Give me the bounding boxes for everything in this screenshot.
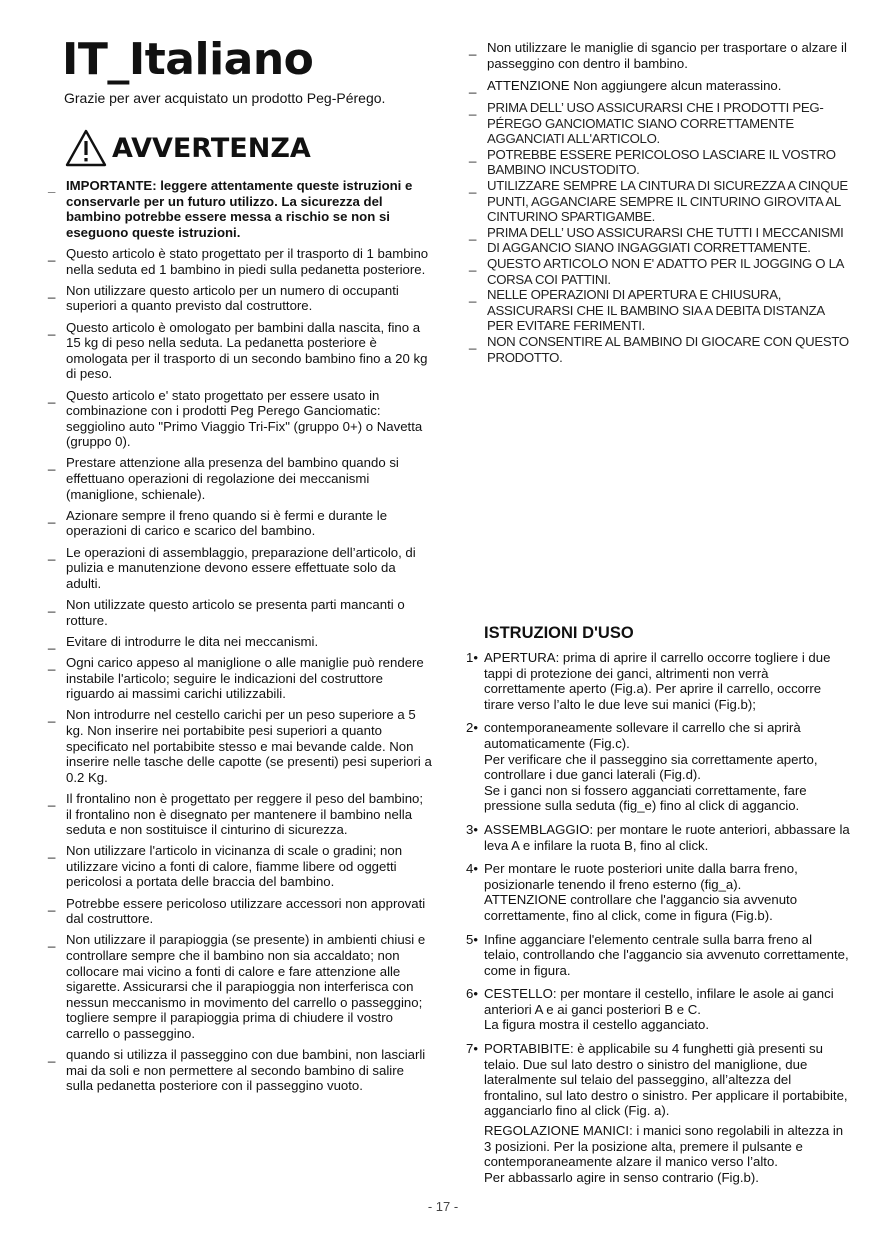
list-item: _ Le operazioni di assemblaggio, preparazione dell’articolo, di pulizia e manutenzione devono essere effettuate solo da adulti. [48,545,432,592]
instruction-step [466,822,850,853]
instructions-list [466,650,850,1127]
instruction-step [466,932,850,979]
caps-list-item: _ NELLE OPERAZIONI DI APERTURA E CHIUSURA, ASSICURARSI CHE IL BAMBINO SIA A DEBITA DISTANZA PER EVITARE FERIMENTI. [469,287,853,334]
list-item: _ Ogni carico appeso al maniglione o alle maniglie può rendere instabile l'articolo; seguire le indicazioni del costruttore riguardo ai massimi carichi utilizzabili. [48,655,432,702]
step-text: APERTURA: prima di aprire il carrello occorre togliere i due tappi di protezione dei ganci, altrimenti non verrà correttamente aperto (Fig.a). Per aprire il carrello, occorre tirare verso l’alto le due leve sui manici (Fig.b); [484,650,831,712]
warning-triangle-icon [64,128,108,168]
caps-list-item: _ QUESTO ARTICOLO NON E' ADATTO PER IL JOGGING O LA CORSA COI PATTINI. [469,256,853,287]
list-item: _ quando si utilizza il passeggino con due bambini, non lasciarli mai da soli e non permettere al secondo bambino di salire sulla pedanetta posteriore con il passeggino vuoto. [48,1047,432,1094]
list-item: _ Non introdurre nel cestello carichi per un peso superiore a 5 kg. Non inserire nei portabibite pesi superiori a quanto specificato nel portabibite stesso e mai bevande calde. Non inserire nelle tasche delle capotte (se presenti) pesi superiori a 0.2 Kg. [48,707,432,785]
instruction-step [466,650,850,712]
handle-adjustment-text: REGOLAZIONE MANICI: i manici sono regolabili in altezza in 3 posizioni. Per la posizione alta, premere il pulsante e contemporaneamente alzare il manico verso l’alto. Per abbassarlo agire in senso contrario (Fig.b). [484,1123,844,1185]
list-item: _ Non utilizzare il parapioggia (se presente) in ambienti chiusi e controllare sempre che il bambino non sia accaldato; non collocare mai vicino a fonti di calore e fare attenzione alle sigarette. Assicurarsi che il parapioggia non interferisca con nessun meccanismo in movimento del carrello o passeggino; togliere sempre il parapioggia prima di chiudere il vostro carrello o passeggino. [48,932,432,1041]
step-number: 1• [466,650,478,665]
step-number: 6• [466,986,478,1002]
list-item: _ IMPORTANTE: leggere attentamente queste istruzioni e conservarle per un futuro utilizzo. La sicurezza del bambino potrebbe essere messa a rischio se non si eseguono queste istruzioni. [48,178,432,240]
list-item: _ Prestare attenzione alla presenza del bambino quando si effettuano operazioni di regolazione dei meccanismi (maniglione, schienale). [48,455,432,502]
list-item: _ Questo articolo è stato progettato per il trasporto di 1 bambino nella seduta ed 1 bambino in piedi sulla pedanetta posteriore. [48,246,432,277]
page-title: IT_Italiano [62,34,314,85]
list-item: _ Non utilizzare le maniglie di sgancio per trasportare o alzare il passeggino con dentro il bambino. [469,40,849,71]
caps-list-item: _ NON CONSENTIRE AL BAMBINO DI GIOCARE CON QUESTO PRODOTTO. [469,334,853,365]
warning-list-left [48,178,432,1100]
list-item: _ Non utilizzare questo articolo per un numero di occupanti superiori a quanto previsto dal costruttore. [48,283,432,314]
caps-list-item: _ POTREBBE ESSERE PERICOLOSO LASCIARE IL VOSTRO BAMBINO INCUSTODITO. [469,147,853,178]
list-item: _ Questo articolo è omologato per bambini dalla nascita, fino a 15 kg di peso nella seduta. La pedanetta posteriore è omologata per il trasporto di un secondo bambino fino a 20 kg di peso. [48,320,432,382]
instruction-step [466,720,850,814]
caps-list-item: _ PRIMA DELL’ USO ASSICURARSI CHE TUTTI I MECCANISMI DI AGGANCIO SIANO INGAGGIATI CORRETTAMENTE. [469,225,853,256]
list-item: _ Il frontalino non è progettato per reggere il peso del bambino; il frontalino non è disegnato per mantenere il bambino nella seduta e non sostituisce il cinturino di sicurezza. [48,791,432,838]
step-number: 3• [466,821,478,837]
step-number: 4• [466,861,478,877]
list-item: _ Questo articolo e' stato progettato per essere usato in combinazione con i prodotti Peg Perego Ganciomatic: seggiolino auto "Primo Viaggio Tri-Fix" (gruppo 0+) o Navetta (gruppo 0). [48,388,432,450]
step-text: Infine agganciare l'elemento centrale sulla barra freno al telaio, controllando che l'aggancio sia avvenuto correttamente, come in figura. [484,931,849,978]
caps-warning-list [469,100,853,365]
warning-title: AVVERTENZA [112,132,311,164]
instructions-title: ISTRUZIONI D'USO [484,624,634,642]
list-item: _ Non utilizzare l'articolo in vicinanza di scale o gradini; non utilizzare vicino a fonti di calore, fiamme libere od oggetti pericolosi a portata delle braccia del bambino. [48,843,432,890]
list-item: _ ATTENZIONE Non aggiungere alcun materassino. [469,78,849,94]
page-number: - 17 - [427,1199,459,1214]
list-item: _ Evitare di introdurre le dita nei meccanismi. [48,634,432,650]
caps-list-item: _ PRIMA DELL’ USO ASSICURARSI CHE I PRODOTTI PEG-PÉREGO GANCIOMATIC SIANO CORRETTAMENTE AGGANCIATI ALL'ARTICOLO. [469,100,853,147]
step-text: Per montare le ruote posteriori unite dalla barra freno, posizionarle tenendo il freno esterno (fig_a). ATTENZIONE controllare che l'aggancio sia avvenuto correttamente, fino al click, come in figura (Fig.b). [484,861,798,923]
step-number: 5• [466,931,478,947]
instruction-step [466,1041,850,1119]
step-number: 7• [466,1041,478,1057]
instruction-step [466,986,850,1033]
warning-list-right [469,40,849,101]
intro-text: Grazie per aver acquistato un prodotto Peg-Pérego. [64,90,386,106]
list-item: _ Potrebbe essere pericoloso utilizzare accessori non approvati dal costruttore. [48,896,432,927]
step-text: CESTELLO: per montare il cestello, infilare le asole ai ganci anteriori A e ai ganci posteriori B e C. La figura mostra il cestello agganciato. [484,986,834,1033]
step-number: 2• [466,720,478,736]
caps-list-item: _ UTILIZZARE SEMPRE LA CINTURA DI SICUREZZA A CINQUE PUNTI, AGGANCIARE SEMPRE IL CINTURINO GIROVITA AL CINTURINO SPARTIGAMBE. [469,178,853,225]
step-text: PORTABIBITE: è applicabile su 4 funghetti già presenti su telaio. Due sul lato destro o sinistro del maniglione, due lateralmente sul telaio del passeggino, all’altezza del frontalino, sul lato destro o sinistro. Per applicare il portabibite, agganciarlo fino al click (Fig. a). [484,1041,848,1119]
step-text: ASSEMBLAGGIO: per montare le ruote anteriori, abbassare la leva A e infilare la ruota B, fino al click. [484,821,850,853]
list-item: _ Non utilizzate questo articolo se presenta parti mancanti o rotture. [48,597,432,628]
instruction-step [466,861,850,923]
step-text: contemporaneamente sollevare il carrello che si aprirà automaticamente (Fig.c). Per verificare che il passeggino sia correttamente aperto, controllare i due ganci laterali (Fig.d). Se i ganci non si fossero agganciati correttamente, fare pressione sulla seduta (fig_e) fino al click di aggancio. [484,720,818,814]
list-item: _ Azionare sempre il freno quando si è fermi e durante le operazioni di carico e scarico del bambino. [48,508,432,539]
warning-heading [64,128,311,168]
